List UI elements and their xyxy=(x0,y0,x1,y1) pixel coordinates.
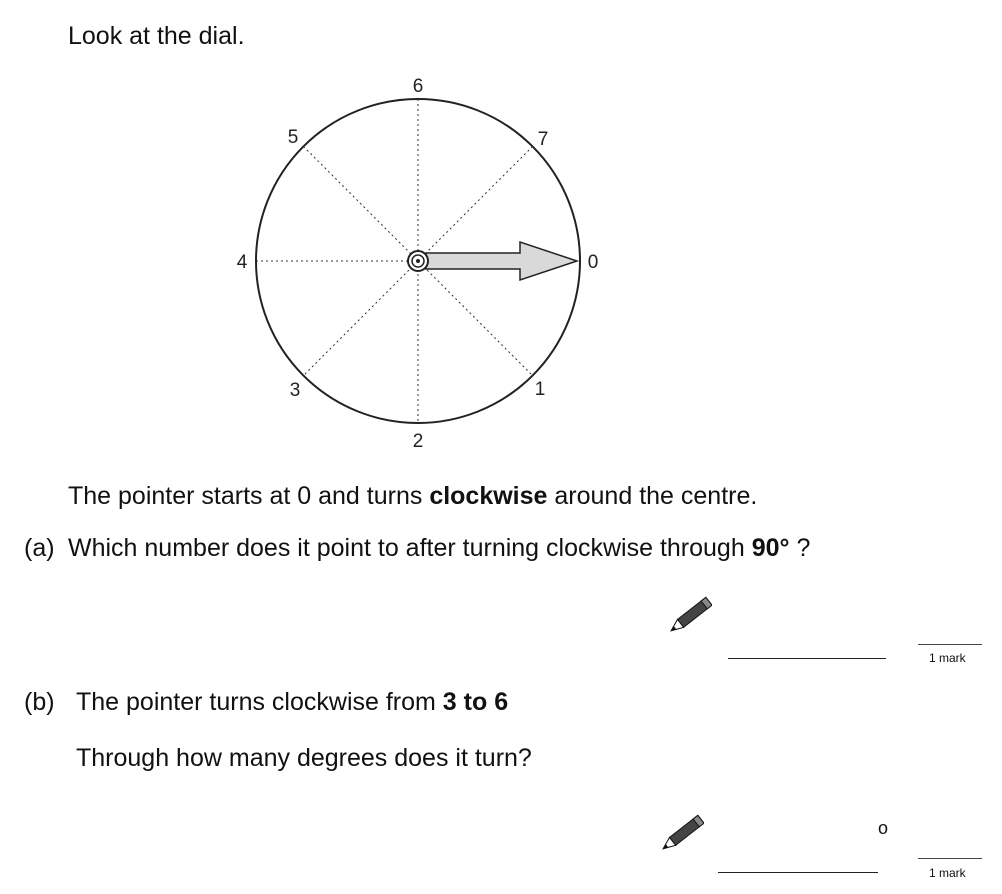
question-a-post: ? xyxy=(789,534,811,562)
statement-bold: clockwise xyxy=(429,482,548,510)
question-a-text xyxy=(68,534,810,563)
statement-pre: The pointer starts at 0 and turns xyxy=(68,482,430,510)
question-a-bold: 90° xyxy=(751,534,790,562)
mark-b-line xyxy=(918,858,982,859)
question-b-label: (b) xyxy=(24,688,55,716)
pivot-center xyxy=(416,259,420,263)
dial-label-5: 5 xyxy=(287,127,299,148)
dial xyxy=(220,70,620,460)
dial-label-1: 1 xyxy=(534,379,546,400)
question-b-bold: 3 to 6 xyxy=(442,688,509,716)
dial-label-0: 0 xyxy=(587,252,599,273)
mark-a: 1 mark xyxy=(929,651,966,665)
dial-label-7: 7 xyxy=(537,129,549,150)
answer-a-line[interactable] xyxy=(728,658,886,659)
pointer-arrow xyxy=(426,242,577,280)
question-a-label: (a) xyxy=(24,534,55,562)
question-b-line2: Through how many degrees does it turn? xyxy=(76,744,532,772)
pencil-icon xyxy=(660,808,704,860)
statement xyxy=(68,482,757,511)
degree-symbol: o xyxy=(878,818,889,838)
dial-label-4: 4 xyxy=(236,252,248,273)
pencil-icon xyxy=(668,590,712,642)
dial-label-6: 6 xyxy=(412,76,424,97)
mark-a-line xyxy=(918,644,982,645)
answer-b-line[interactable] xyxy=(718,872,878,873)
mark-b: 1 mark xyxy=(929,866,966,880)
question-b-line1 xyxy=(76,688,508,717)
dial-label-3: 3 xyxy=(289,380,301,401)
statement-post: around the centre. xyxy=(547,482,758,510)
question-b-pre: The pointer turns clockwise from xyxy=(76,688,443,716)
question-a-pre: Which number does it point to after turning clockwise through xyxy=(68,534,752,562)
intro-text: Look at the dial. xyxy=(68,22,245,50)
dial-label-2: 2 xyxy=(412,431,424,452)
